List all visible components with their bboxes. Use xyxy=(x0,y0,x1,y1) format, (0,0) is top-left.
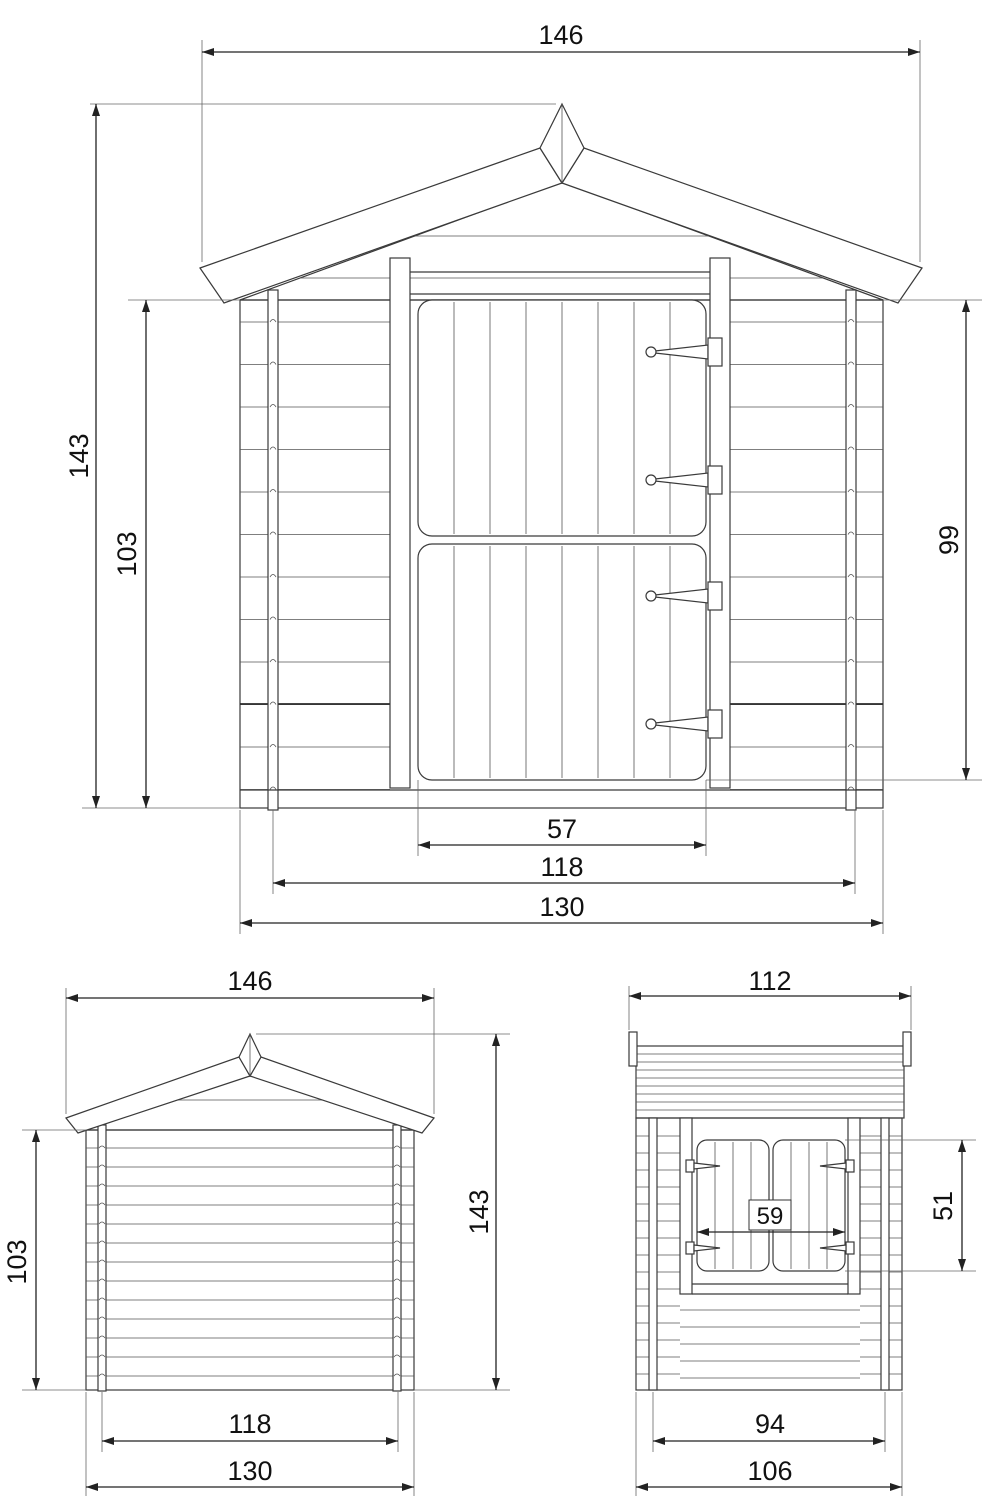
side-base-width-label: 130 xyxy=(227,1456,273,1486)
side-roof xyxy=(66,1034,434,1133)
front-overall-height-label: 143 xyxy=(64,433,94,479)
front-door-height-label: 99 xyxy=(934,524,964,556)
front-view xyxy=(64,20,982,934)
back-view xyxy=(629,966,976,1496)
side-wall-boards xyxy=(86,1148,414,1376)
front-door-width-label: 57 xyxy=(546,814,578,844)
back-window-width-label: 59 xyxy=(756,1203,784,1230)
back-roof-width-label: 112 xyxy=(748,966,792,996)
front-inner-width-label: 118 xyxy=(540,852,584,882)
front-roof xyxy=(90,104,922,303)
back-base-width-label: 106 xyxy=(747,1456,793,1486)
front-base-width-label: 130 xyxy=(539,892,585,922)
side-overall-width-label: 146 xyxy=(227,966,273,996)
side-post-bolts xyxy=(99,1146,400,1376)
side-view xyxy=(2,966,510,1496)
back-window-height-label: 51 xyxy=(928,1190,958,1222)
side-wall-height-label: 103 xyxy=(2,1239,32,1285)
front-wall-height-label: 103 xyxy=(112,531,142,577)
front-overall-width-label: 146 xyxy=(538,20,584,50)
side-overall-height-label: 143 xyxy=(464,1189,494,1235)
back-roof xyxy=(629,1032,911,1118)
side-inner-width-label: 118 xyxy=(228,1409,272,1439)
back-inner-width-label: 94 xyxy=(754,1409,786,1439)
